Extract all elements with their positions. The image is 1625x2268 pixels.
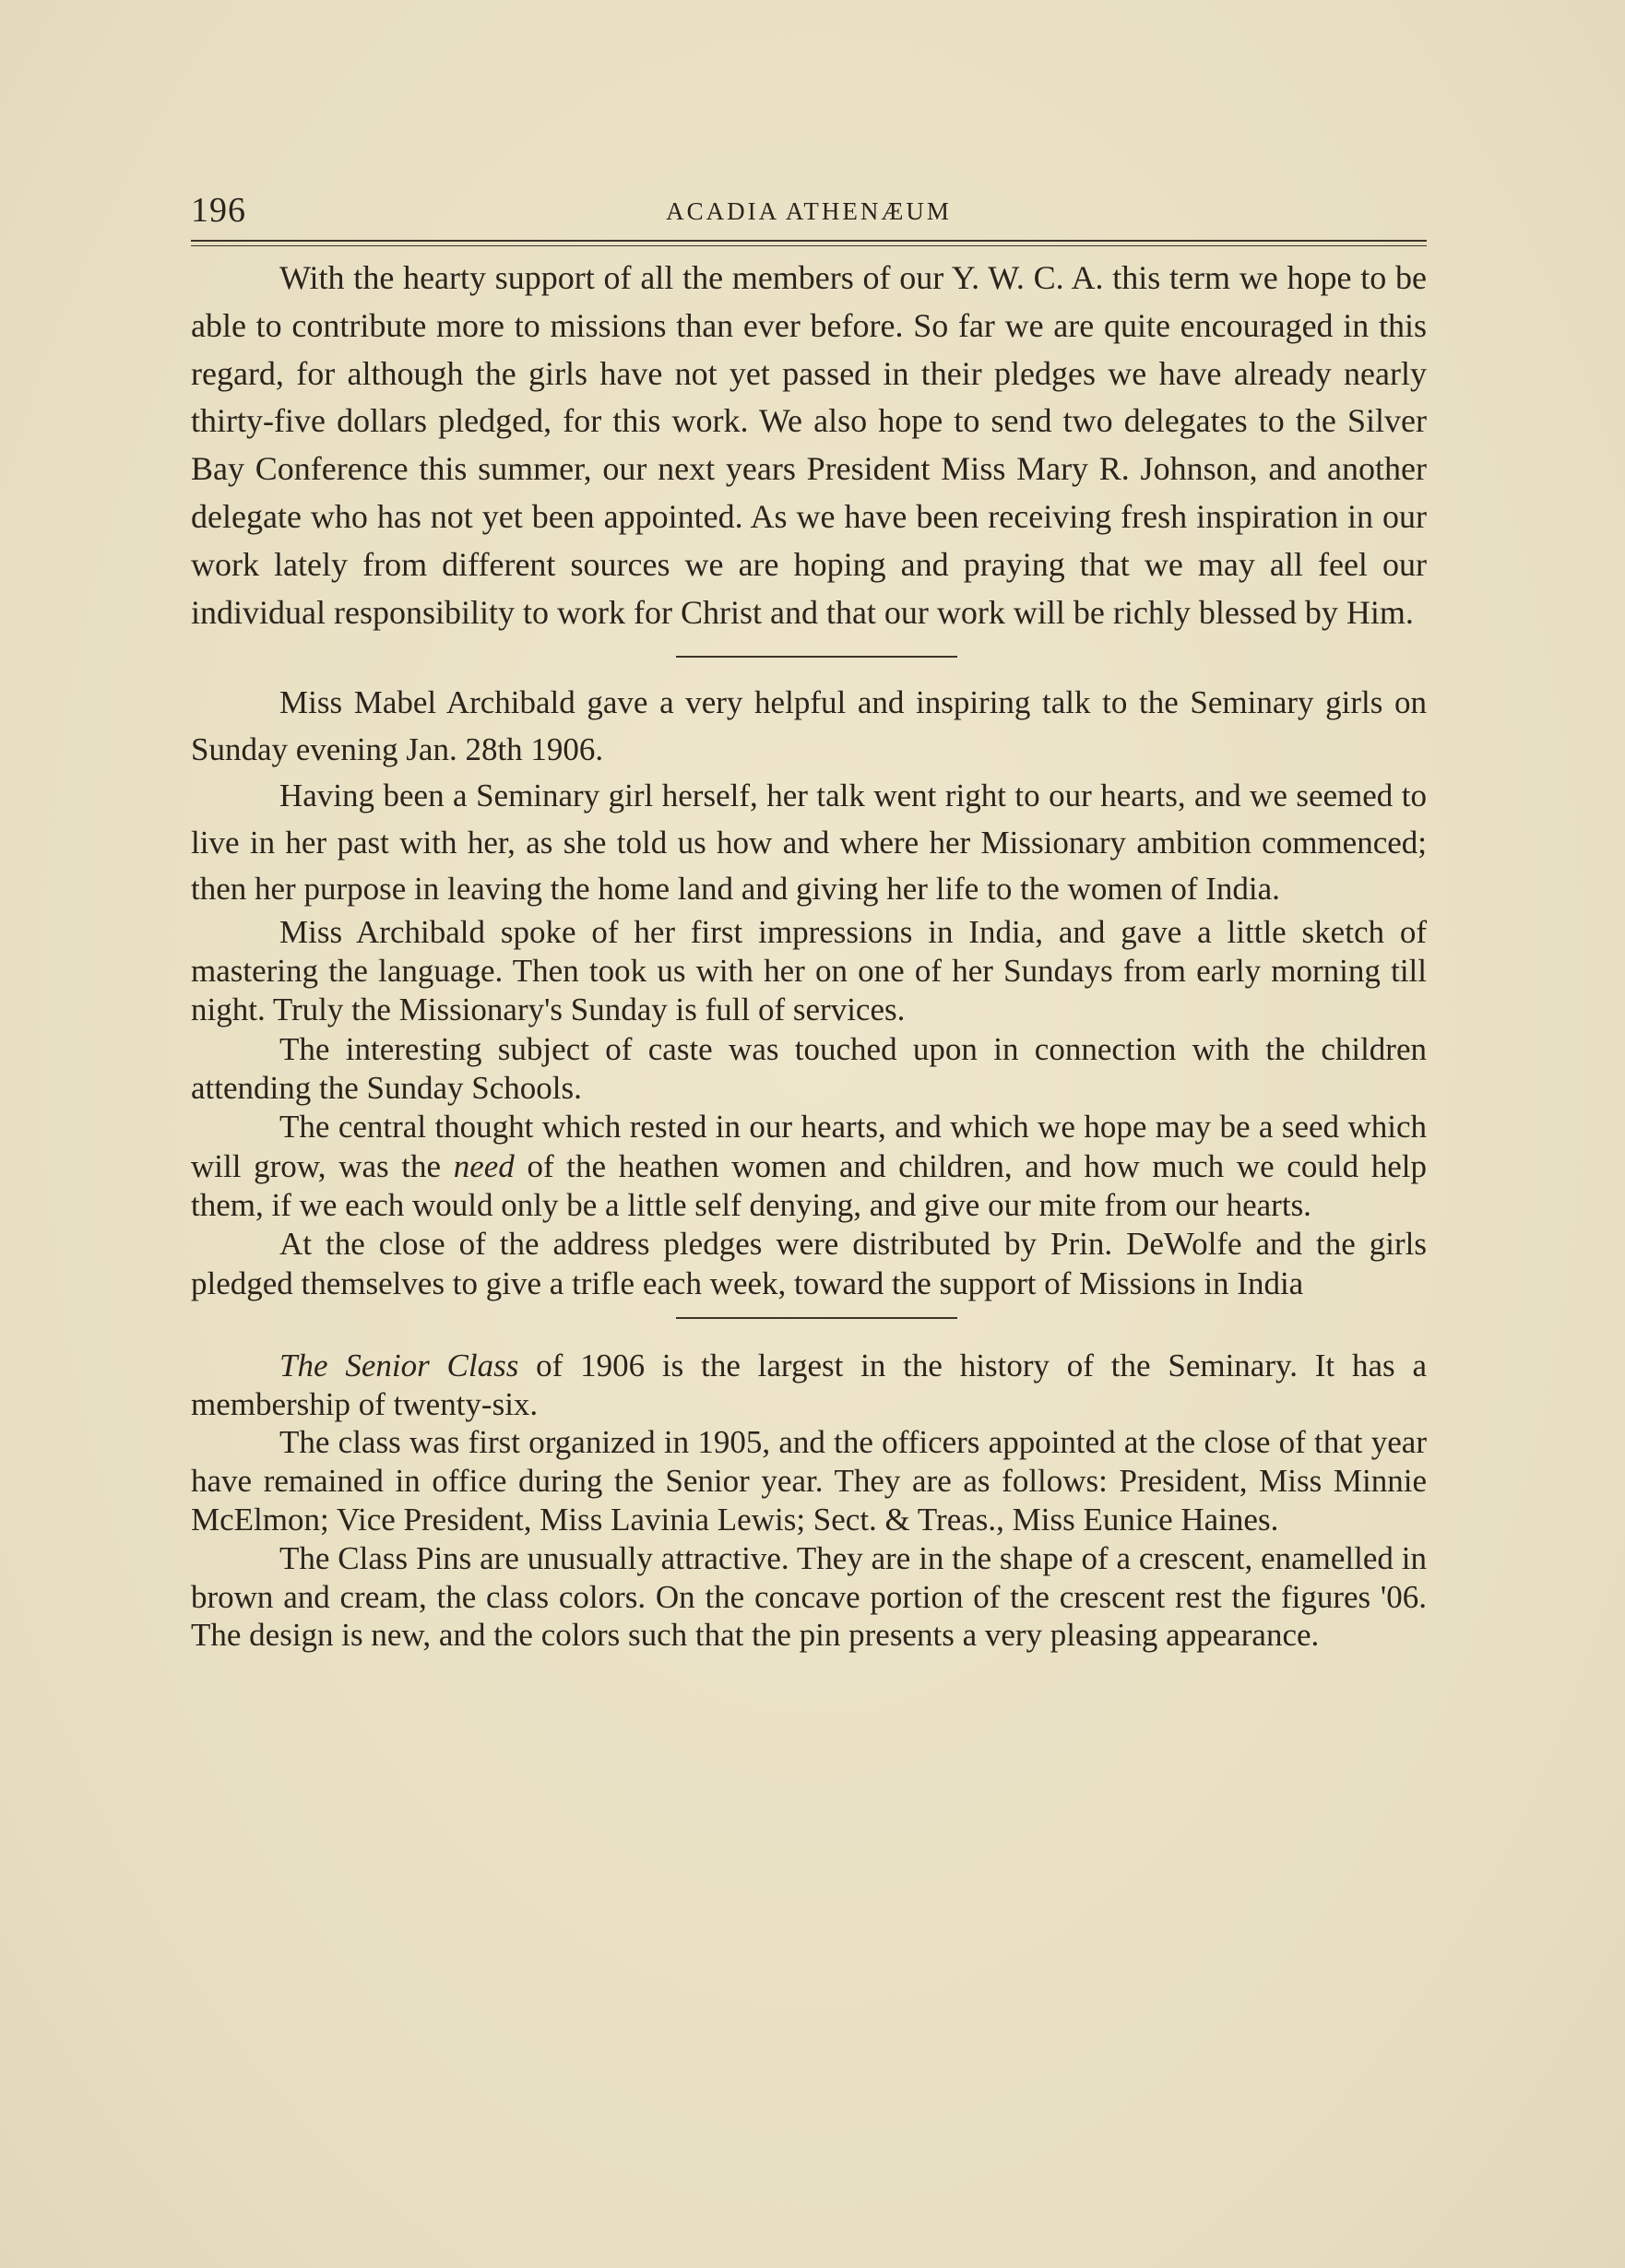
ywca-section	[191, 255, 1427, 636]
archibald-talk-section	[191, 680, 1427, 1302]
paragraph: The Class Pins are unusually attractive. They are in the shape of a crescent, enamelled in brown and cream, the class colors. On the concave portion of the crescent rest the figures '06. The design is new, and the colors such that the pin presents a very pleasing appearance.	[191, 1539, 1427, 1654]
paragraph: The interesting subject of caste was touched upon in connection with the children attending the Sunday Schools.	[191, 1030, 1427, 1107]
text-run: of the heathen women and children, and how much we could help them, if we each would only be a little self denying, and give our mite from our hearts.	[191, 1147, 1427, 1223]
emphasis: need	[453, 1147, 515, 1184]
paragraph: With the hearty support of all the members of our Y. W. C. A. this term we hope to be able to contribute more to missions than ever before. So far we are quite encouraged in this regard, for although the girls have not yet passed in their pledges we have already nearly thirty-five dollars pledged, for this work. We also hope to send two delegates to the Silver Bay Conference this summer, our next years President Miss Mary R. Johnson, and another delegate who has not yet been appointed. As we have been receiving fresh inspiration in our work lately from different sources we are hoping and praying that we may all feel our individual responsibility to work for Christ and that our work will be richly blessed by Him.	[191, 259, 1427, 631]
section-divider	[676, 1317, 957, 1319]
page-body	[191, 255, 1427, 1655]
page-number: 196	[191, 191, 246, 230]
page-header	[191, 190, 1427, 236]
section-divider	[676, 656, 957, 658]
emphasis: The Senior Class	[279, 1347, 519, 1383]
text-run: The central thought which rested in our hearts, and which we hope may be a seed which will grow, was the	[191, 1109, 1427, 1184]
paragraph: Miss Archibald spoke of her first impressions in India, and gave a little sketch of mastering the language. Then took us with her on one of her Sundays from early morning till night. Truly the Missionary's Sunday is full of services.	[191, 913, 1427, 1028]
text-run: of 1906 is the largest in the history of the Seminary. It has a membership of twenty-six.	[191, 1347, 1427, 1422]
paragraph: Having been a Seminary girl herself, her talk went right to our hearts, and we seemed to live in her past with her, as she told us how and where her Missionary ambition commenced; then her purpose in leaving the home land and giving her life to the women of India.	[191, 778, 1427, 908]
paragraph: At the close of the address pledges were distributed by Prin. DeWolfe and the girls pledged themselves to give a trifle each week, toward the support of Missions in India	[191, 1226, 1427, 1301]
running-title: ACADIA ATHENÆUM	[666, 197, 952, 225]
paragraph	[191, 1108, 1427, 1225]
paragraph: The class was first organized in 1905, and the officers appointed at the close of that year have remained in office during the Senior year. They are as follows: President, Miss Minnie McElmon; Vice President, Miss Lavinia Lewis; Sect. & Treas., Miss Eunice Haines.	[191, 1424, 1427, 1538]
paragraph: Miss Mabel Archibald gave a very helpful and inspiring talk to the Seminary girls on Sunday evening Jan. 28th 1906.	[191, 684, 1427, 767]
senior-class-section	[191, 1347, 1427, 1655]
paragraph	[191, 1347, 1427, 1424]
header-rule	[191, 240, 1427, 246]
